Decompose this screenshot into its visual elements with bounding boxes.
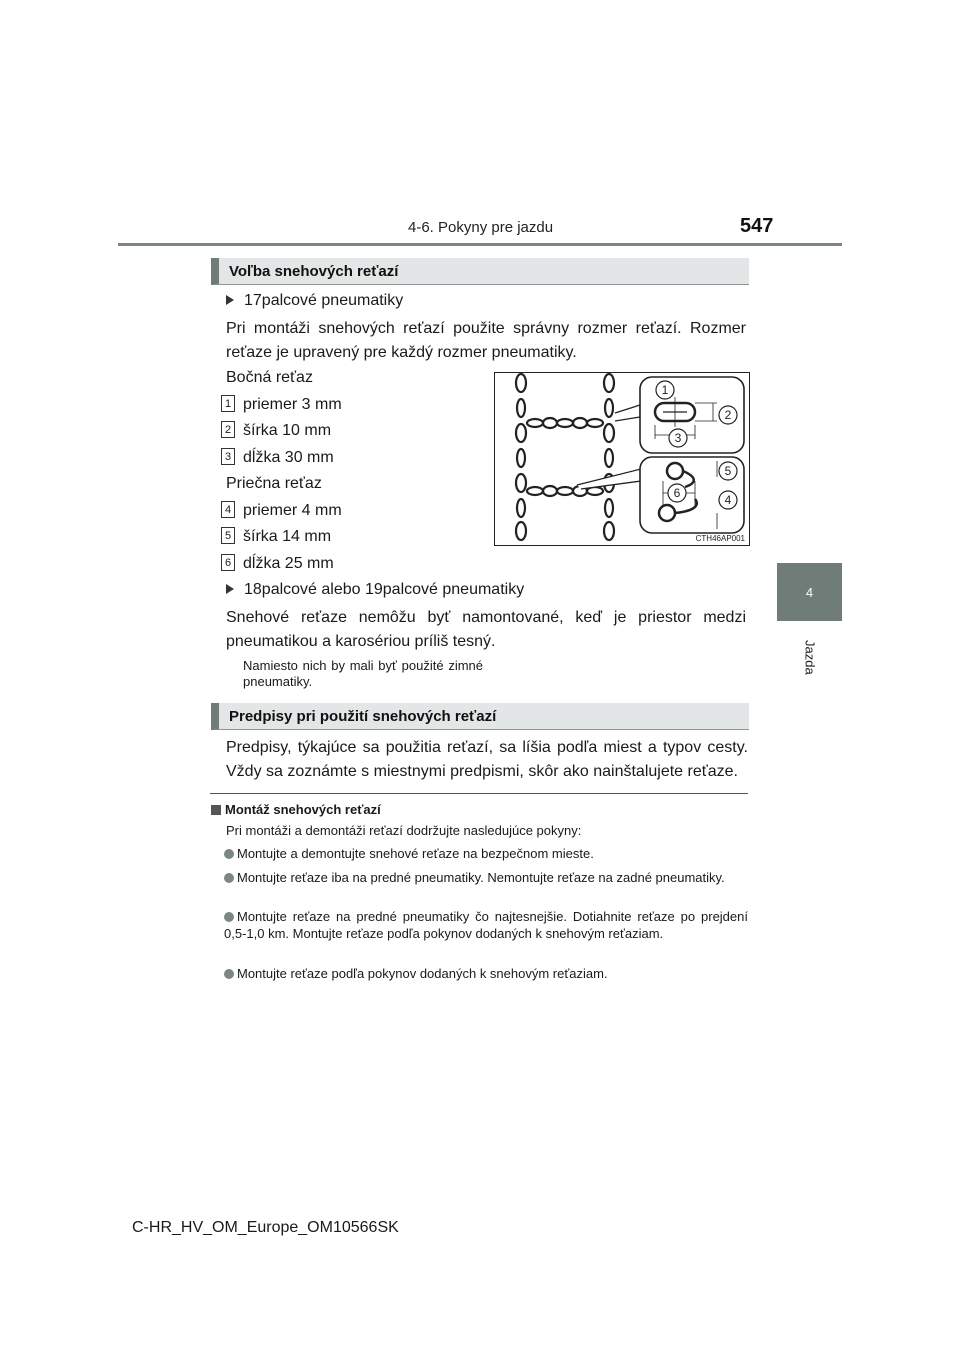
para-17-inch: Pri montáži snehových reťazí použite správny rozmer reťazí. Rozmer reťaze je upravený pre každý rozmer pneumatiky. [226,320,746,361]
section-title: 4-6. Pokyny pre jazdu [408,219,554,236]
triangle-bullet-icon [226,295,234,305]
note-bullet-2-text: Montujte reťaze iba na predné pneumatiky. Nemontujte reťaze na zadné pneumatiky. [237,870,725,885]
item-text-2: šírka 10 mm [243,422,332,439]
snow-chain-illustration [495,373,749,545]
item-text-5: šírka 14 mm [243,528,332,545]
note-title: Montáž snehových reťazí [225,802,381,817]
note-bullet-2 [224,869,748,886]
callout-3: 3 [674,431,682,445]
section-heading-chain-selection: Voľba snehových reťazí [211,258,749,285]
page-number: 547 [740,215,774,237]
note-bullet-1 [224,845,748,862]
document-code: C-HR_HV_OM_Europe_OM10566SK [132,1219,399,1236]
winter-tyre-note: Namiesto nich by mali byť použité zimné pneumatiky. [243,658,483,689]
chapter-number: 4 [805,584,814,600]
note-bullet-4 [224,965,748,982]
note-bullet-3-text: Montujte reťaze na predné pneumatiky čo najtesnejšie. Dotiahnite reťaze po prejdení 0,5-1,0 km. Montujte reťaze podľa pokynov dodaných k snehovým reťaziam. [224,909,748,941]
snow-chain-figure [494,372,750,546]
callout-6: 6 [673,486,681,500]
item-text-1: priemer 3 mm [243,396,342,413]
note-intro: Pri montáži a demontáži reťazí dodržujte nasledujúce pokyny: [226,823,582,838]
square-bullet-icon [211,805,221,815]
bullet-18-19-inch [226,581,524,599]
header-rule [118,243,842,246]
cross-chain-label: Priečna reťaz [226,475,322,492]
callout-4: 4 [724,493,732,507]
dot-bullet-icon [224,912,234,922]
bullet-18-text: 18palcové alebo 19palcové pneumatiky [244,581,525,598]
dot-bullet-icon [224,849,234,859]
item-number-2: 2 [221,421,235,438]
item-number-5: 5 [221,527,235,544]
regulations-paragraph: Predpisy, týkajúce sa použitia reťazí, sa líšia podľa miest a typov cesty. Vždy sa zoznámte s miestnymi predpismi, skôr ako nainštalujete reťaze. [226,739,748,780]
side-chain-label: Bočná reťaz [226,369,313,386]
callout-2: 2 [724,408,732,422]
callout-1: 1 [661,383,669,397]
note-rule [210,793,748,794]
dot-bullet-icon [224,873,234,883]
chapter-label: Jazda [802,640,818,675]
item-number-3: 3 [221,448,235,465]
callout-5: 5 [724,464,732,478]
note-heading [211,802,381,817]
item-number-6: 6 [221,554,235,571]
note-bullet-3 [224,908,748,942]
para-18-19-inch: Snehové reťaze nemôžu byť namontované, keď je priestor medzi pneumatikou a karosériou príliš tesný. [226,609,746,650]
triangle-bullet-icon [226,584,234,594]
bullet-17-inch [226,292,403,310]
item-number-1: 1 [221,395,235,412]
item-number-4: 4 [221,501,235,518]
figure-code: CTH46AP001 [695,534,745,543]
item-text-6: dĺžka 25 mm [243,555,334,572]
note-bullet-4-text: Montujte reťaze podľa pokynov dodaných k snehovým reťaziam. [237,966,608,981]
chapter-tab [777,563,842,621]
section-heading-regulations: Predpisy pri použití snehových reťazí [211,703,749,730]
bullet-17-text: 17palcové pneumatiky [244,292,404,309]
note-bullet-1-text: Montujte a demontujte snehové reťaze na bezpečnom mieste. [237,846,594,861]
item-text-4: priemer 4 mm [243,502,342,519]
item-text-3: dĺžka 30 mm [243,449,334,466]
dot-bullet-icon [224,969,234,979]
